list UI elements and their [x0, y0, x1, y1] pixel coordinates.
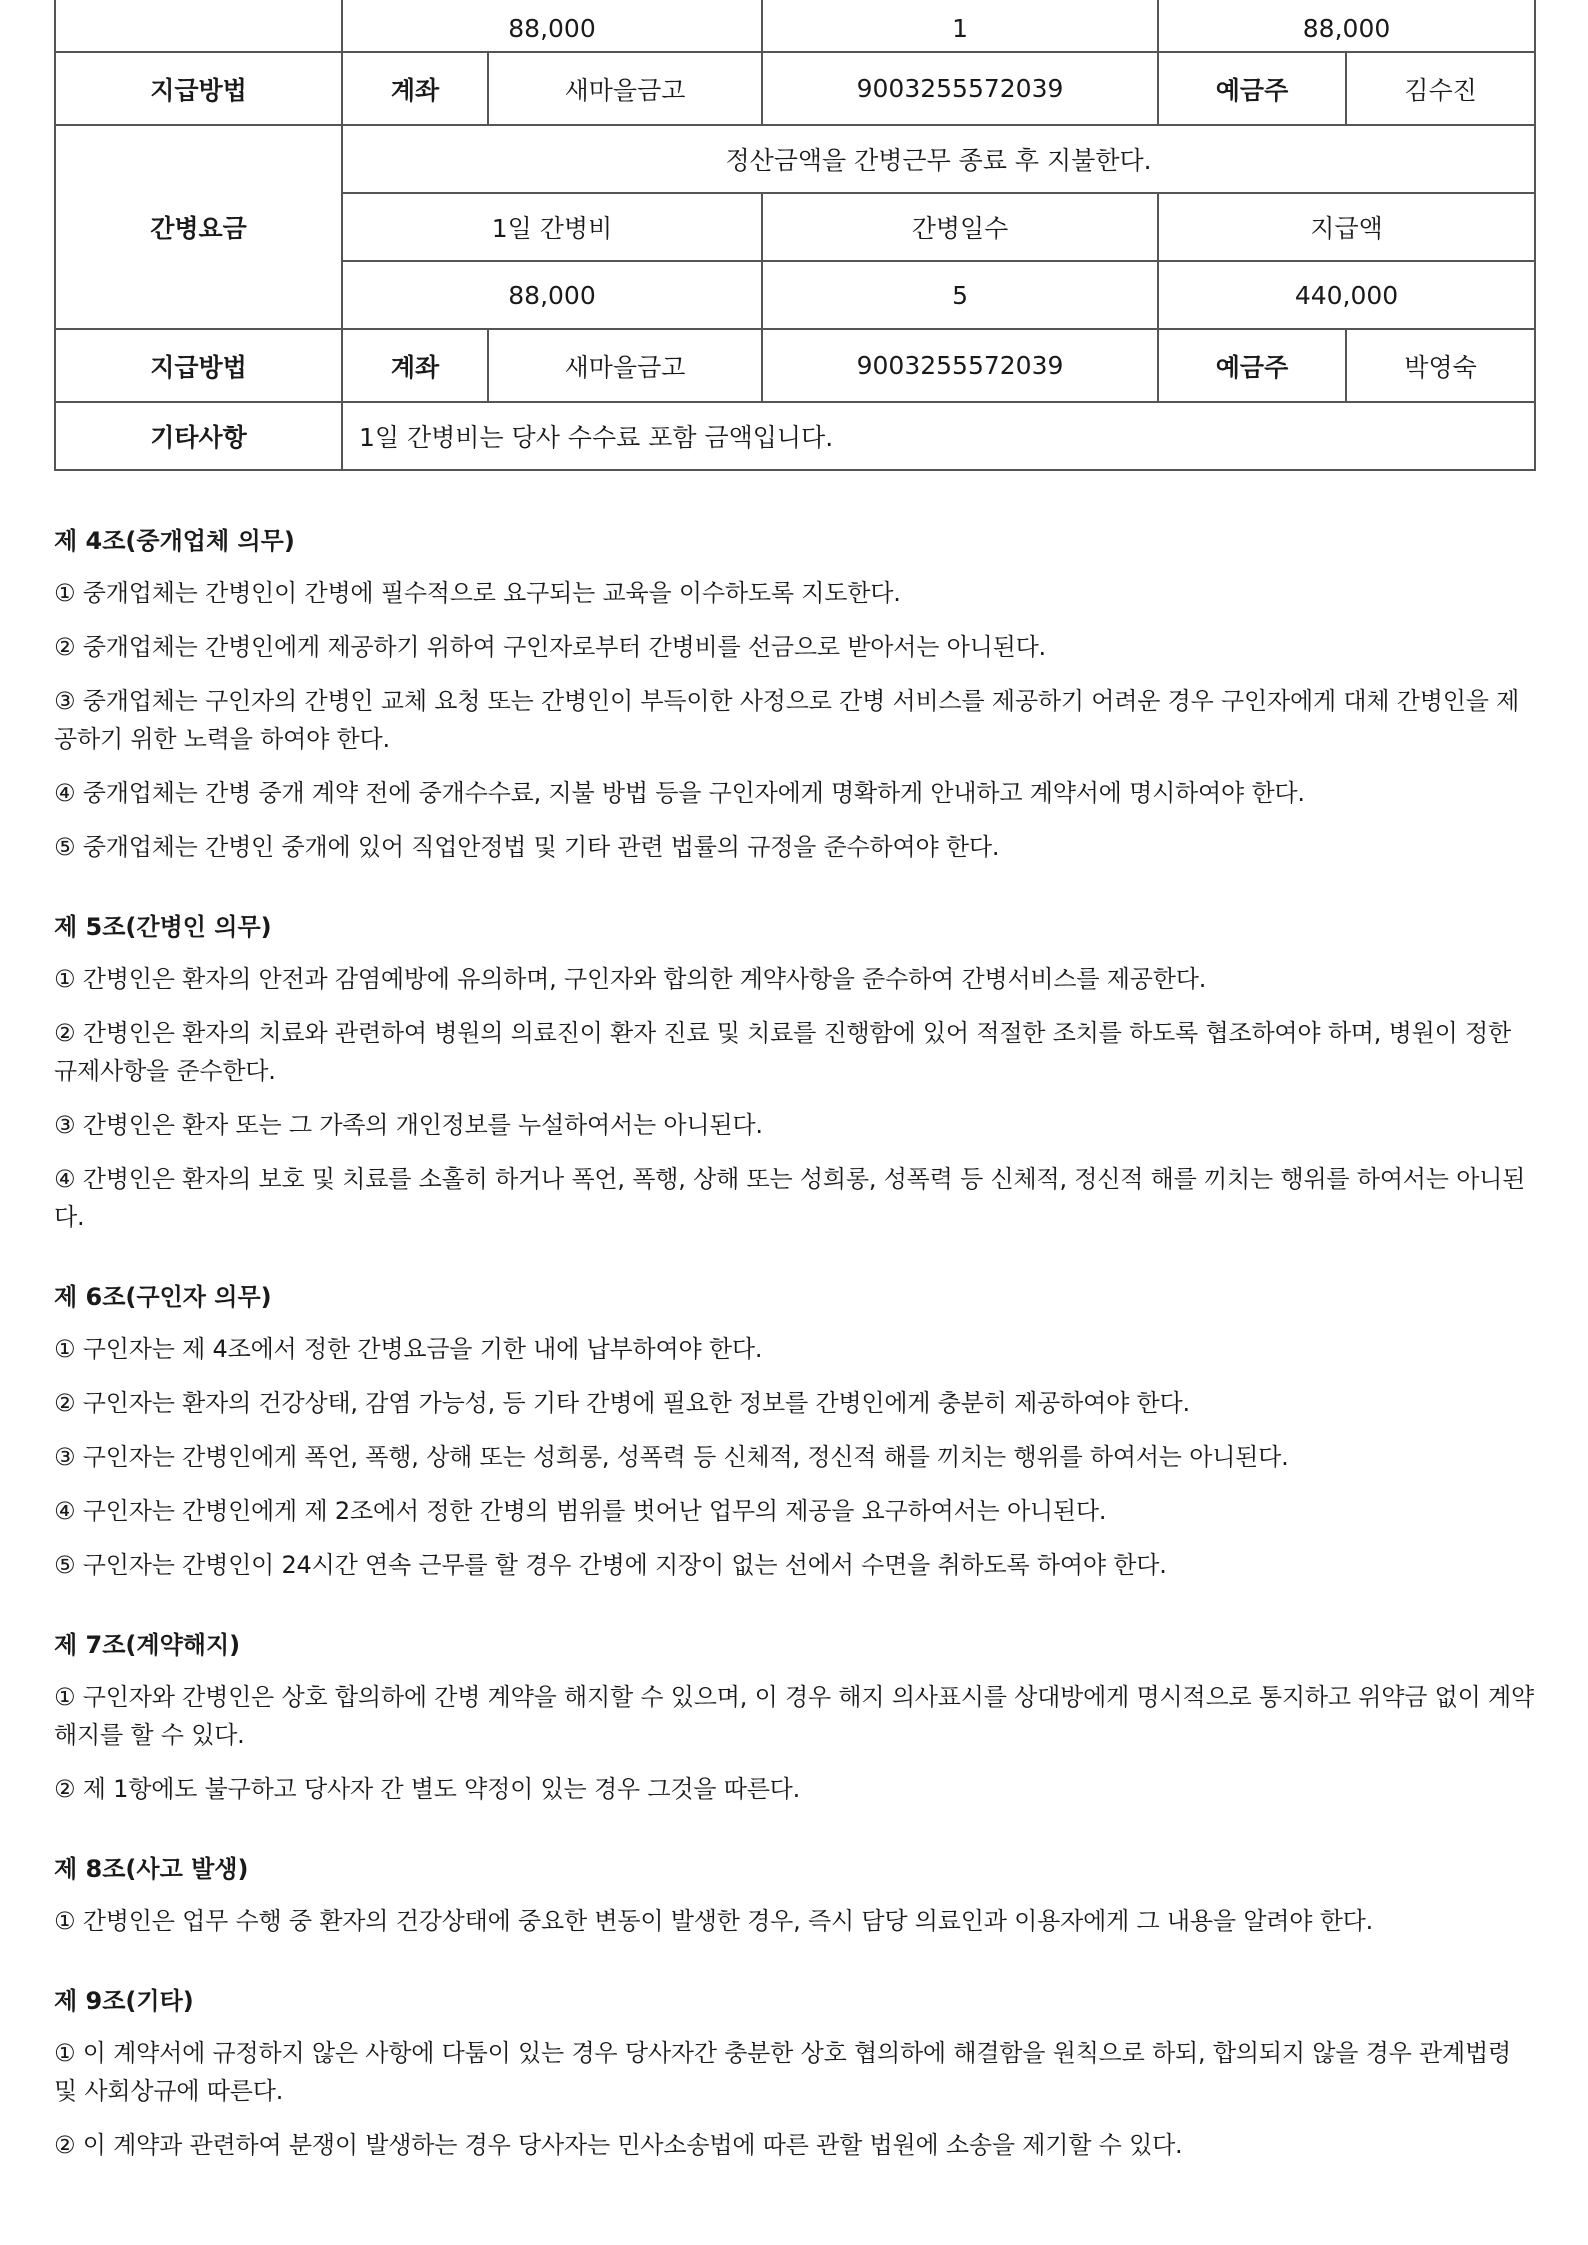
account-holder-label: 예금주	[1158, 52, 1346, 125]
account-number: 9003255572039	[762, 52, 1158, 125]
clause: ① 구인자와 간병인은 상호 합의하에 간병 계약을 해지할 수 있으며, 이 경우 해지 의사표시를 상대방에게 명시적으로 통지하고 위약금 없이 계약해지를 할 수 있다.	[54, 1683, 1534, 1749]
daily-fee-value: 88,000	[342, 261, 762, 329]
clause: ① 구인자는 제 4조에서 정한 간병요금을 기한 내에 납부하여야 한다.	[54, 1335, 763, 1363]
clause: ① 이 계약서에 규정하지 않은 사항에 다툼이 있는 경우 당사자간 충분한 상호 협의하에 해결함을 원칙으로 하되, 합의되지 않을 경우 관계법령 및 사회상규에 따른다.	[54, 2039, 1511, 2105]
account-holder-name: 박영숙	[1346, 329, 1535, 402]
clause: ③ 중개업체는 구인자의 간병인 교체 요청 또는 간병인이 부득이한 사정으로 간병 서비스를 제공하기 어려운 경우 구인자에게 대체 간병인을 제공하기 위한 노력을 하여야 한다.	[54, 687, 1520, 753]
care-fee-note: 정산금액을 간병근무 종료 후 지불한다.	[342, 125, 1535, 193]
clause: ⑤ 중개업체는 간병인 중개에 있어 직업안정법 및 기타 관련 법률의 규정을 준수하여야 한다.	[54, 833, 1000, 861]
care-days-value: 5	[762, 261, 1158, 329]
empty-cell	[55, 0, 342, 52]
clause: ① 간병인은 업무 수행 중 환자의 건강상태에 중요한 변동이 발생한 경우, 즉시 담당 의료인과 이용자에게 그 내용을 알려야 한다.	[54, 1907, 1374, 1935]
account-holder-label: 예금주	[1158, 329, 1346, 402]
payment-row-1	[55, 52, 1535, 125]
account-type-label: 계좌	[342, 52, 488, 125]
clause: ② 제 1항에도 불구하고 당사자 간 별도 약정이 있는 경우 그것을 따른다.	[54, 1775, 801, 1803]
payment-row-2	[55, 329, 1535, 402]
payment-amount-value: 440,000	[1158, 261, 1535, 329]
other-notes-row	[55, 402, 1535, 470]
clause: ⑤ 구인자는 간병인이 24시간 연속 근무를 할 경우 간병에 지장이 없는 선에서 수면을 취하도록 하여야 한다.	[54, 1551, 1167, 1579]
days-value-prev: 1	[762, 0, 1158, 52]
account-holder-name: 김수진	[1346, 52, 1535, 125]
care-fee-table	[54, 0, 1536, 471]
article-title: 제 8조(사고 발생)	[54, 1855, 249, 1883]
other-notes-label: 기타사항	[55, 402, 342, 470]
article-title: 제 5조(간병인 의무)	[54, 913, 272, 941]
clause: ② 중개업체는 간병인에게 제공하기 위하여 구인자로부터 간병비를 선금으로 받아서는 아니된다.	[54, 633, 1046, 661]
clause: ④ 간병인은 환자의 보호 및 치료를 소홀히 하거나 폭언, 폭행, 상해 또는 성희롱, 성폭력 등 신체적, 정신적 해를 끼치는 행위를 하여서는 아니된다.	[54, 1165, 1526, 1231]
contract-articles	[54, 524, 1534, 2208]
account-type-label: 계좌	[342, 329, 488, 402]
payment-method-label: 지급방법	[55, 329, 342, 402]
article-title: 제 4조(중개업체 의무)	[54, 527, 295, 555]
article-title: 제 7조(계약해지)	[54, 1631, 241, 1659]
account-number: 9003255572039	[762, 329, 1158, 402]
clause: ② 이 계약과 관련하여 분쟁이 발생하는 경우 당사자는 민사소송법에 따른 관할 법원에 소송을 제기할 수 있다.	[54, 2131, 1183, 2159]
clause: ③ 간병인은 환자 또는 그 가족의 개인정보를 누설하여서는 아니된다.	[54, 1111, 763, 1139]
bank-name: 새마을금고	[488, 52, 762, 125]
article-7	[54, 1628, 1534, 1808]
fee-row-prev	[55, 0, 1535, 52]
article-6	[54, 1280, 1534, 1584]
other-notes-text: 1일 간병비는 당사 수수료 포함 금액입니다.	[342, 402, 1535, 470]
clause: ② 구인자는 환자의 건강상태, 감염 가능성, 등 기타 간병에 필요한 정보를 간병인에게 충분히 제공하여야 한다.	[54, 1389, 1190, 1417]
care-fee-note-row	[55, 125, 1535, 193]
article-title: 제 9조(기타)	[54, 1987, 194, 2015]
daily-fee-header: 1일 간병비	[342, 193, 762, 261]
article-4	[54, 524, 1534, 866]
clause: ② 간병인은 환자의 치료와 관련하여 병원의 의료진이 환자 진료 및 치료를 진행함에 있어 적절한 조치를 하도록 협조하여야 하며, 병원이 정한 규제사항을 준수한다.	[54, 1019, 1511, 1085]
care-fee-label: 간병요금	[55, 125, 342, 329]
article-5	[54, 910, 1534, 1236]
clause: ③ 구인자는 간병인에게 폭언, 폭행, 상해 또는 성희롱, 성폭력 등 신체적, 정신적 해를 끼치는 행위를 하여서는 아니된다.	[54, 1443, 1289, 1471]
clause: ④ 중개업체는 간병 중개 계약 전에 중개수수료, 지불 방법 등을 구인자에게 명확하게 안내하고 계약서에 명시하여야 한다.	[54, 779, 1305, 807]
care-days-header: 간병일수	[762, 193, 1158, 261]
article-8	[54, 1852, 1534, 1940]
total-value-prev: 88,000	[1158, 0, 1535, 52]
payment-method-label: 지급방법	[55, 52, 342, 125]
payment-amount-header: 지급액	[1158, 193, 1535, 261]
daily-fee-value-prev: 88,000	[342, 0, 762, 52]
clause: ① 간병인은 환자의 안전과 감염예방에 유의하며, 구인자와 합의한 계약사항을 준수하여 간병서비스를 제공한다.	[54, 965, 1207, 993]
clause: ① 중개업체는 간병인이 간병에 필수적으로 요구되는 교육을 이수하도록 지도한다.	[54, 579, 901, 607]
clause: ④ 구인자는 간병인에게 제 2조에서 정한 간병의 범위를 벗어난 업무의 제공을 요구하여서는 아니된다.	[54, 1497, 1107, 1525]
article-9	[54, 1984, 1534, 2164]
bank-name: 새마을금고	[488, 329, 762, 402]
article-title: 제 6조(구인자 의무)	[54, 1283, 272, 1311]
